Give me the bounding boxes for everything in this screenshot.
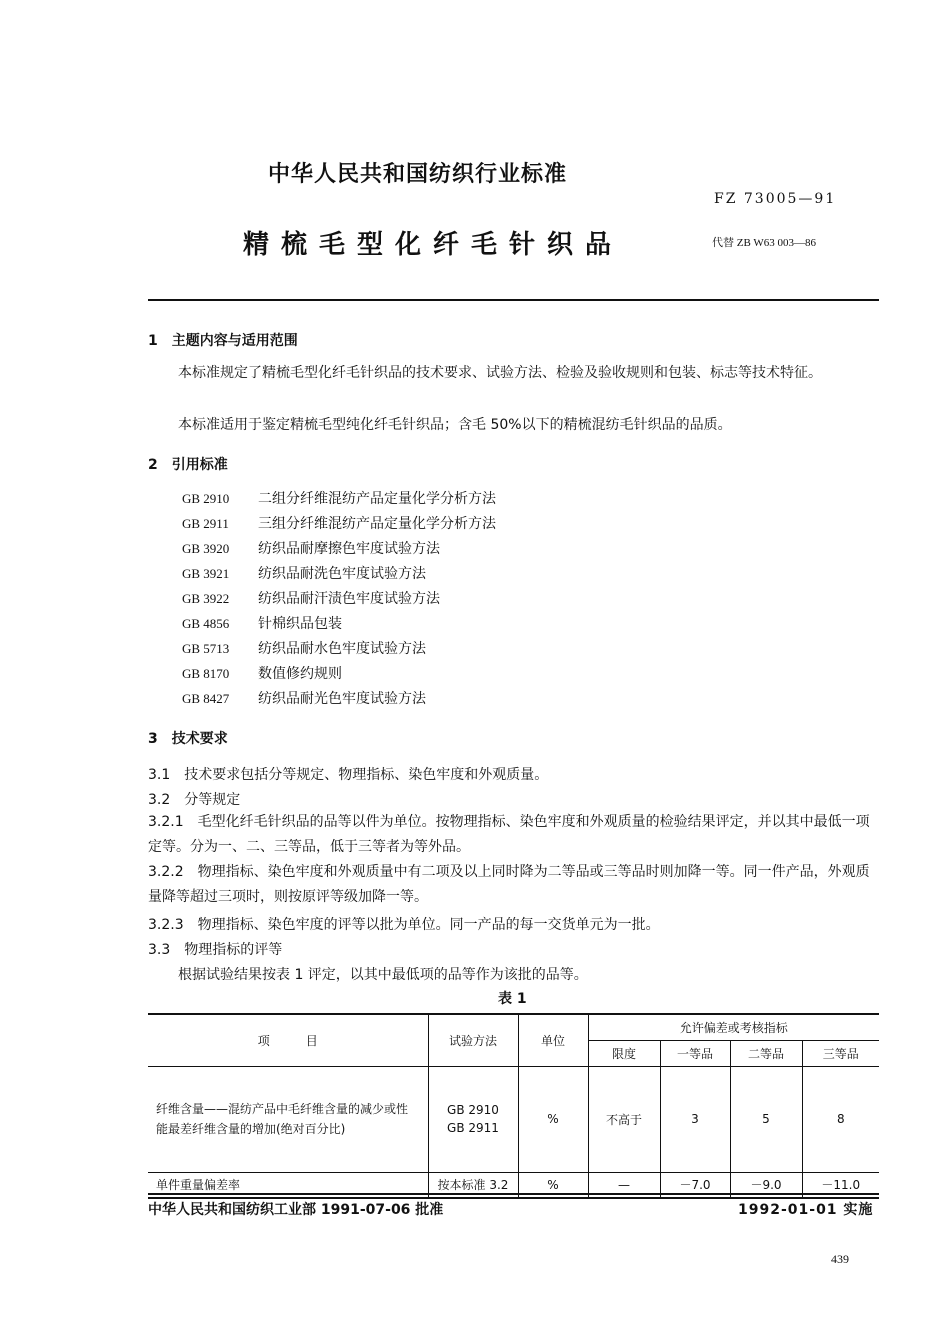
header-rule	[148, 299, 879, 301]
reference-name: 纺织品耐洗色牢度试验方法	[258, 566, 426, 582]
reference-name: 针棉织品包装	[258, 616, 342, 632]
header-grade-3: 三等品	[802, 1040, 879, 1066]
reference-code: GB 2910	[182, 491, 230, 506]
row-grade-3: 8	[802, 1066, 879, 1172]
table-caption: 表 1	[498, 991, 527, 1007]
reference-code: GB 5713	[182, 641, 230, 656]
approval-line: 中华人民共和国纺织工业部 1991-07-06 批准	[148, 1202, 444, 1218]
reference-code: GB 3922	[182, 591, 230, 606]
clause-3-2-2: 3.2.2 物理指标、染色牢度和外观质量中有二项及以上同时降为二等品或三等品时则加降一等。同一件产品，外观质量降等超过三项时，则按原评等级加降一等。	[148, 864, 870, 905]
row-grade-2: －9.0	[730, 1172, 802, 1198]
section-3-heading: 3 技术要求	[148, 731, 228, 747]
table-row	[148, 1066, 879, 1172]
clause-3-2-3: 3.2.3 物理指标、染色牢度的评等以批为单位。同一产品的每一交货单元为一批。	[148, 917, 660, 933]
header-tolerance: 允许偏差或考核指标	[588, 1014, 879, 1040]
reference-name: 数值修约规则	[258, 666, 342, 682]
reference-item	[182, 488, 496, 508]
row-grade-2: 5	[730, 1066, 802, 1172]
table-header-row	[148, 1014, 879, 1040]
row-item: 单件重量偏差率	[148, 1172, 428, 1198]
footer-rule	[148, 1193, 879, 1195]
reference-item	[182, 513, 496, 533]
row-grade-3: －11.0	[802, 1172, 879, 1198]
section-1-heading: 1 主题内容与适用范围	[148, 333, 298, 349]
section-2-heading: 2 引用标准	[148, 457, 228, 473]
reference-name: 纺织品耐光色牢度试验方法	[258, 691, 426, 707]
row-unit: %	[518, 1066, 588, 1172]
reference-name: 三组分纤维混纺产品定量化学分析方法	[258, 516, 496, 532]
header-grade-1: 一等品	[660, 1040, 730, 1066]
reference-item	[182, 638, 426, 658]
standard-category-title: 中华人民共和国纺织行业标准	[268, 162, 568, 187]
reference-code: GB 8427	[182, 691, 230, 706]
reference-name: 纺织品耐水色牢度试验方法	[258, 641, 426, 657]
reference-item	[182, 588, 440, 608]
reference-code: GB 2911	[182, 516, 229, 531]
reference-name: 纺织品耐摩擦色牢度试验方法	[258, 541, 440, 557]
row-limit: —	[588, 1172, 660, 1198]
reference-code: GB 3920	[182, 541, 230, 556]
row-item: 纤维含量——混纺产品中毛纤维含量的减少或性能最差纤维含量的增加(绝对百分比)	[148, 1066, 428, 1172]
reference-item	[182, 663, 342, 683]
section-1-paragraph-1: 本标准规定了精梳毛型化纤毛针织品的技术要求、试验方法、检验及验收规则和包装、标志等技术特征。	[178, 365, 822, 381]
reference-code: GB 4856	[182, 616, 230, 631]
clause-3-2: 3.2 分等规定	[148, 792, 241, 808]
clause-3-2-1: 3.2.1 毛型化纤毛针织品的品等以件为单位。按物理指标、染色牢度和外观质量的检验结果评定，并以其中最低一项定等。分为一、二、三等品，低于三等者为等外品。	[148, 814, 870, 855]
document-title: 精梳毛型化纤毛针织品	[243, 230, 624, 260]
standard-number: FZ 73005—91	[714, 191, 837, 207]
header-method: 试验方法	[428, 1014, 518, 1066]
reference-item	[182, 613, 342, 633]
header-unit: 单位	[518, 1014, 588, 1066]
effective-date: 1992-01-01 实施	[738, 1202, 874, 1218]
row-limit: 不高于	[588, 1066, 660, 1172]
clause-3-3: 3.3 物理指标的评等	[148, 942, 283, 958]
reference-item	[182, 538, 440, 558]
reference-item	[182, 688, 426, 708]
row-method: 按本标准 3.2	[428, 1172, 518, 1198]
clause-3-1: 3.1 技术要求包括分等规定、物理指标、染色牢度和外观质量。	[148, 767, 549, 783]
section-1-paragraph-2: 本标准适用于鉴定精梳毛型纯化纤毛针织品；含毛 50%以下的精梳混纺毛针织品的品质。	[178, 417, 732, 433]
reference-name: 二组分纤维混纺产品定量化学分析方法	[258, 491, 496, 507]
row-grade-1: －7.0	[660, 1172, 730, 1198]
reference-item	[182, 563, 426, 583]
reference-name: 纺织品耐汗渍色牢度试验方法	[258, 591, 440, 607]
header-grade-2: 二等品	[730, 1040, 802, 1066]
row-unit: %	[518, 1172, 588, 1198]
clause-3-3-paragraph: 根据试验结果按表 1 评定，以其中最低项的品等作为该批的品等。	[178, 967, 588, 983]
replaces-standard: 代替 ZB W63 003—86	[712, 237, 816, 249]
row-method	[428, 1066, 518, 1172]
header-limit: 限度	[588, 1040, 660, 1066]
reference-code: GB 3921	[182, 566, 230, 581]
grading-table	[148, 1013, 879, 1199]
row-method-line: GB 2910	[447, 1103, 499, 1117]
row-method-line: GB 2911	[447, 1121, 499, 1135]
page-number: 439	[831, 1252, 849, 1266]
reference-code: GB 8170	[182, 666, 230, 681]
header-item: 项 目	[148, 1014, 428, 1066]
row-grade-1: 3	[660, 1066, 730, 1172]
